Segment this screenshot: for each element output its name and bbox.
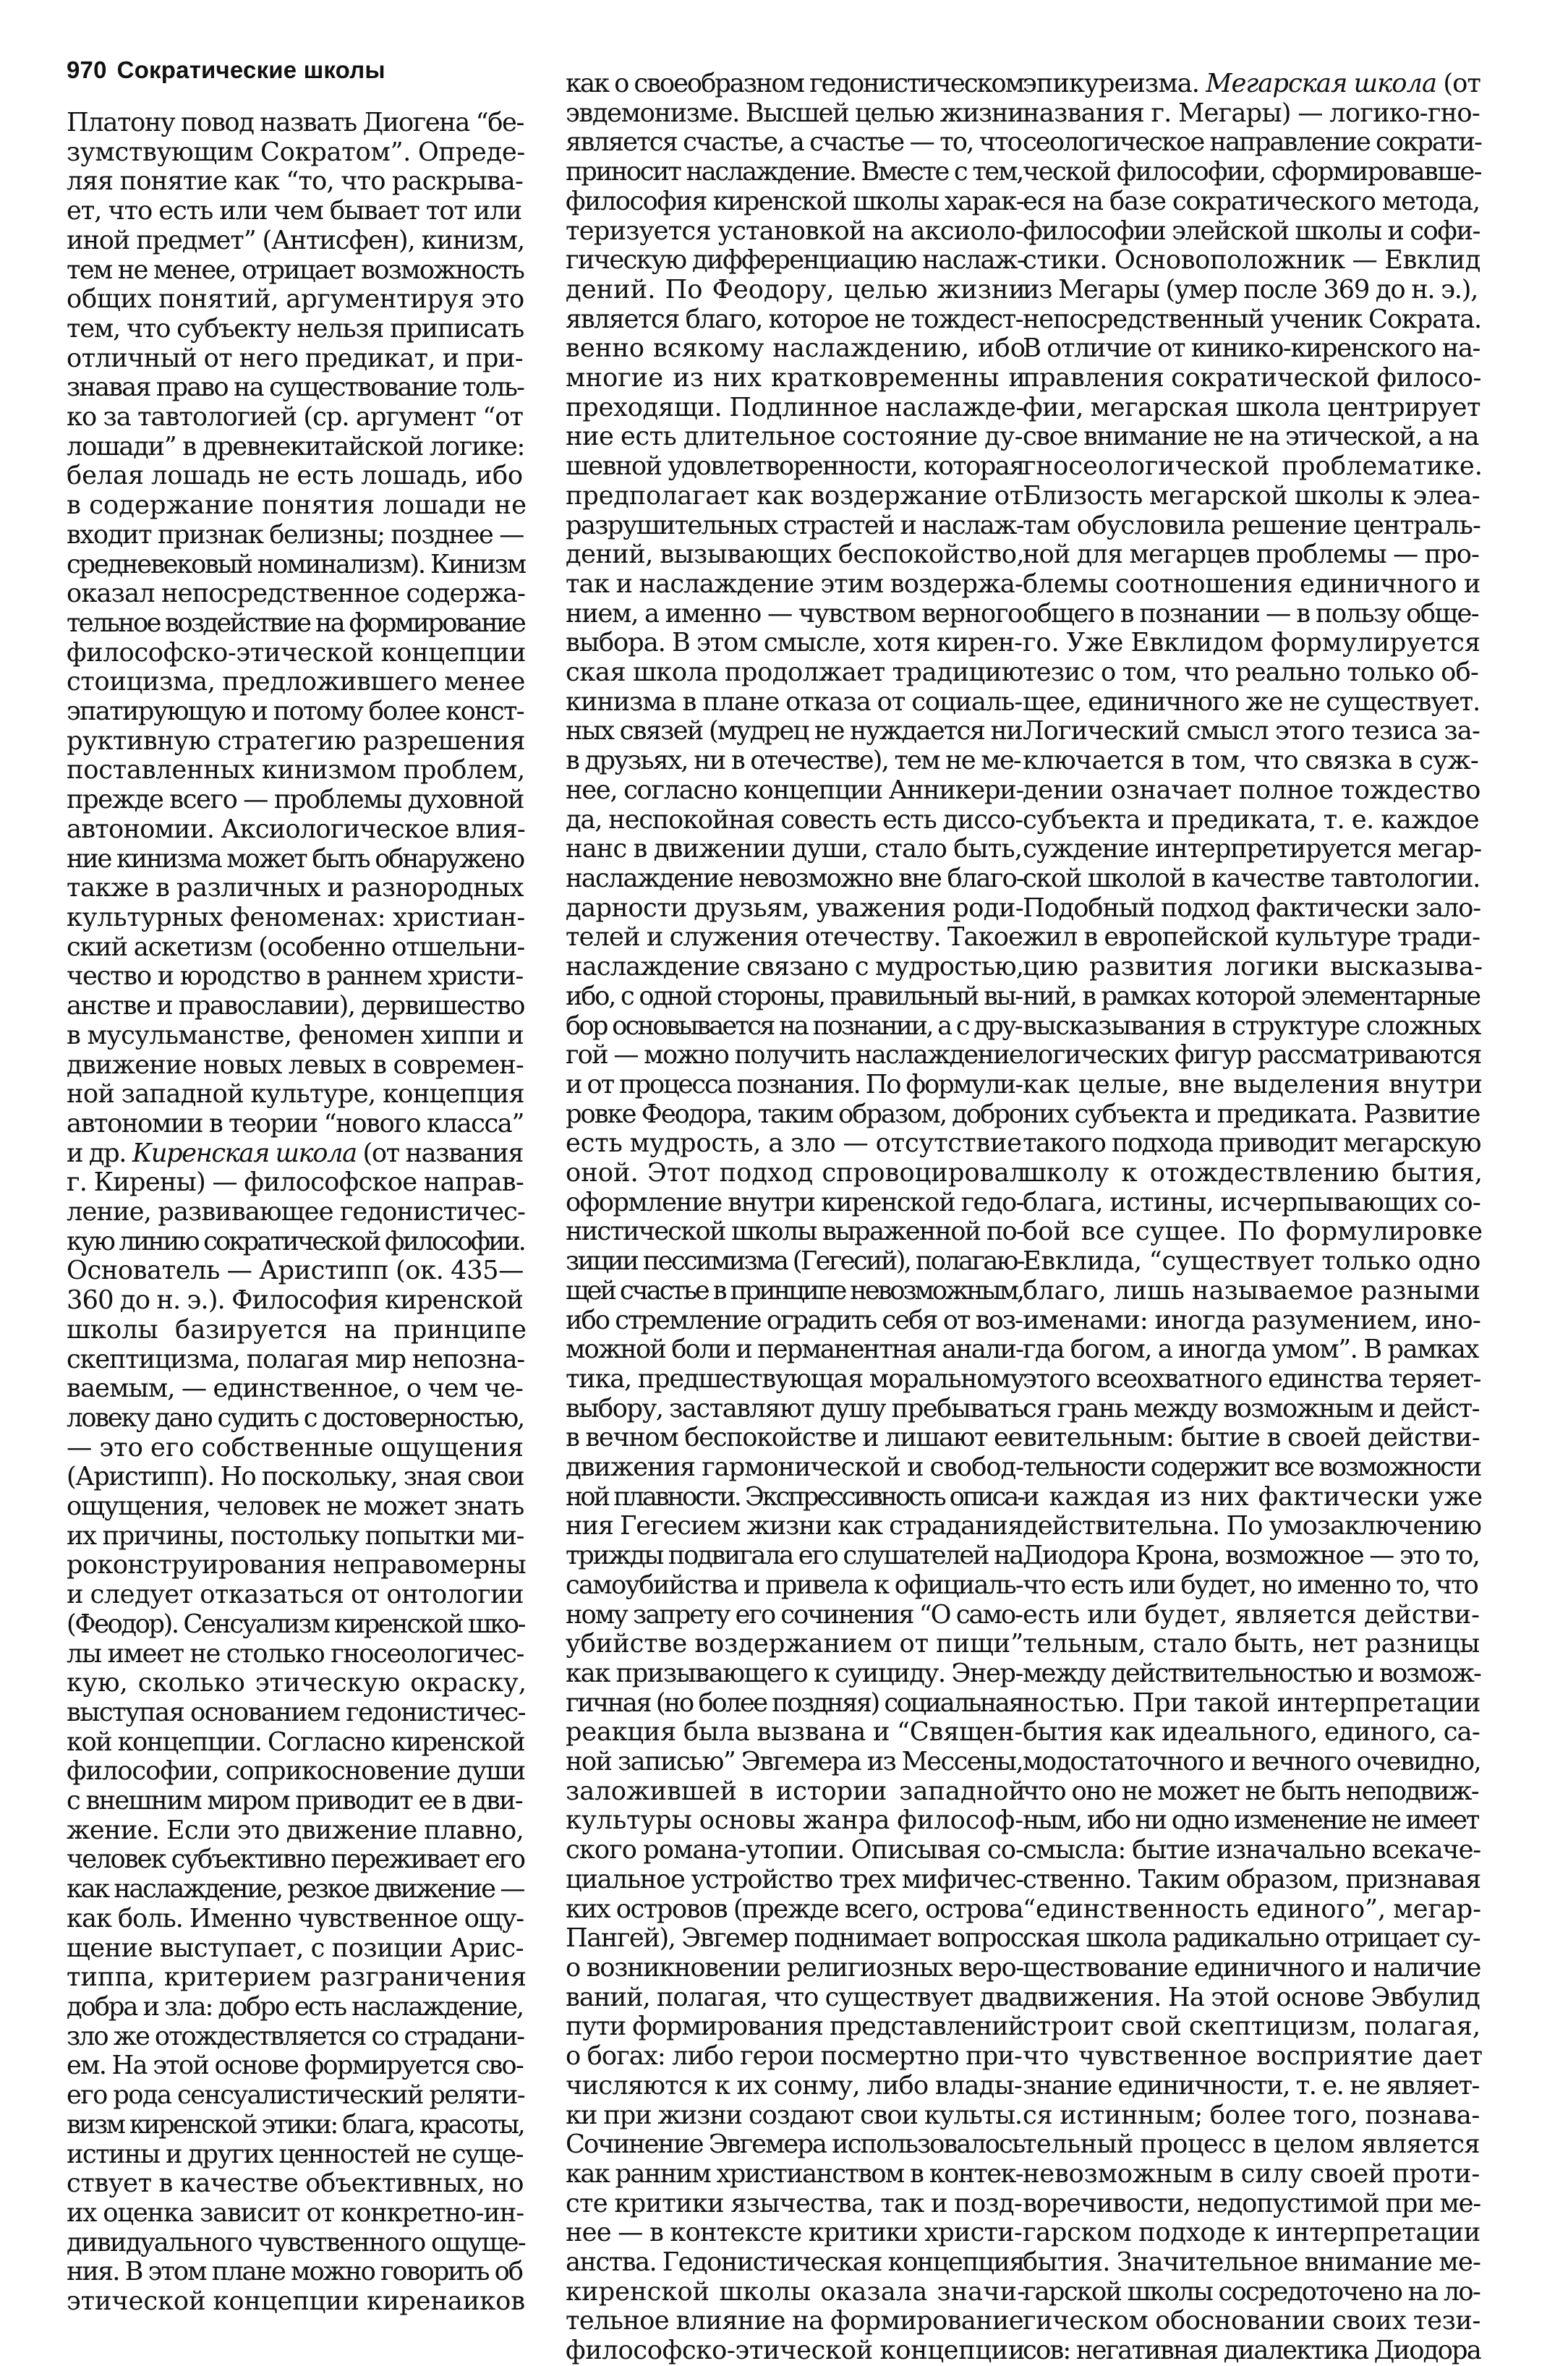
text-line: ключается в том, что связка в суж-: [1023, 746, 1478, 776]
text-line: в мусульманстве, феномен хиппи и: [67, 1020, 524, 1050]
text-line: тельное воздействие на формирование: [67, 608, 524, 638]
text-line: кую линию сократической философии.: [67, 1226, 524, 1256]
text-line: гой — можно получить наслаждение: [566, 1040, 1023, 1071]
text-line: о возникновении религиозных веро-: [566, 1953, 1023, 1983]
text-column-left: [67, 108, 527, 2317]
text-line: есть или будет, является действи-: [1023, 1599, 1480, 1630]
text-line: (Аристипп). Но поскольку, зная свои: [67, 1462, 524, 1492]
text-line: преходящи. Подлинное наслажде-: [566, 392, 1024, 422]
text-line: заложившей в истории западной: [566, 1776, 1026, 1806]
text-line: философско-этической концепции: [566, 2336, 1025, 2366]
text-line: свое внимание не на этической, а на: [1023, 422, 1478, 452]
text-line: сов: негативная диалектика Диодора: [1023, 2336, 1480, 2366]
text-line: отличный от него предикат, и при-: [67, 343, 523, 373]
text-line: общих понятий, аргументируя это: [67, 284, 524, 315]
text-line: его рода сенсуалистический реляти-: [67, 2080, 524, 2111]
text-line: автономии. Аксиологическое влия-: [67, 814, 525, 844]
text-line: роконструирования неправомерны: [67, 1550, 527, 1580]
text-line: ся грань между возможным и дейст-: [1023, 1393, 1479, 1424]
running-title: Сократические школы: [116, 56, 385, 83]
text-line: лы имеет не столько гносеологичес-: [67, 1638, 524, 1669]
text-line: философии, соприкосновение души: [67, 1756, 525, 1787]
text-line: блага, истины, исчерпывающих со-: [1023, 1187, 1480, 1217]
text-line: ных связей (мудрец не нуждается ни: [566, 716, 1022, 746]
text-line: да, неспокойная совесть есть диссо-: [566, 804, 1023, 835]
text-line: бор основывается на познании, а с дру-: [566, 1010, 1021, 1041]
text-line: предполагает как воздержание от: [566, 480, 1023, 511]
text-line: как о своеобразном гедонистическом: [566, 69, 1023, 98]
text-line: наслаждение невозможно вне благо-: [566, 863, 1023, 893]
text-line: ся истинным; более того, познава-: [1023, 2100, 1480, 2130]
text-line: знание единичности, т. е. не являет-: [1023, 2070, 1479, 2101]
text-line: г. Кирены) — философское направ-: [67, 1167, 524, 1198]
text-line: ощущения, человек не может знать: [67, 1491, 524, 1522]
text-line: “единственность единого”, мегар-: [1023, 1894, 1481, 1924]
text-line: высказывания в структуре сложных: [1023, 1010, 1480, 1041]
text-line: ем. На этой основе формируется сво-: [67, 2051, 523, 2081]
text-line: гда богом, а иногда умом”. В рамках: [1023, 1335, 1479, 1365]
text-line: наслаждение связано с мудростью,: [566, 952, 1023, 982]
text-line: есть мудрость, а зло — отсутствие: [566, 1128, 1022, 1159]
text-line: цию развития логики высказыва-: [1023, 952, 1483, 982]
text-line: что чувственное восприятие дает: [1023, 2041, 1483, 2072]
text-line: ний, в рамках которой элементарные: [1023, 981, 1480, 1011]
text-line: гическую дифференциацию наслаж-: [566, 245, 1024, 276]
text-line: них субъекта и предиката. Развитие: [1023, 1099, 1480, 1129]
text-line: гичная (но более поздняя) социальная: [566, 1688, 1023, 1718]
text-line: гарском подходе к интерпретации: [1023, 2218, 1480, 2248]
text-line: бой все сущее. По формулировке: [1023, 1217, 1483, 1247]
text-line: ская школа радикально отрицает су-: [1023, 1923, 1480, 1954]
text-line: вительным: бытие в своей действи-: [1023, 1423, 1480, 1453]
text-line: субъекта и предиката, т. е. каждое: [1023, 804, 1479, 835]
text-line: анстве и православии), дервишество: [67, 991, 524, 1021]
text-line: ществование единичного и наличие: [1023, 1953, 1480, 1983]
text-line: ких островов (прежде всего, острова: [566, 1894, 1023, 1924]
text-line: ет, что есть или чем бывает тот или: [67, 196, 521, 226]
text-line: дарности друзьям, уважения роди-: [566, 893, 1023, 923]
text-line: приносит наслаждение. Вместе с тем,: [566, 157, 1023, 187]
text-line: философии элейской школы и софи-: [1023, 216, 1480, 246]
text-line: тезис о том, что реально только об-: [1023, 658, 1478, 688]
text-line: прежде всего — проблемы духовной: [67, 785, 524, 815]
text-line: культурных феноменах: христиан-: [67, 902, 525, 932]
text-line: средневековый номинализм). Кинизм: [67, 549, 525, 579]
text-line: нанс в движении души, стало быть,: [566, 834, 1022, 864]
text-line: ному запрету его сочинения “О само-: [566, 1599, 1022, 1630]
text-line: реакция была вызвана и “Священ-: [566, 1717, 1023, 1748]
text-line: школы базируется на принципе: [67, 1314, 527, 1345]
text-line: сеологическое направление сократи-: [1023, 127, 1481, 158]
text-line: Диодора Крона, возможное — это то,: [1023, 1541, 1479, 1571]
text-line: воречивости, недопустимой при ме-: [1023, 2188, 1480, 2218]
text-line: стики. Основоположник — Евклид: [1023, 245, 1480, 276]
text-line: и следует отказаться от онтологии: [67, 1580, 524, 1610]
text-line: числяются к их сонму, либо влады-: [566, 2070, 1022, 2101]
text-line: гическом обосновании своих тези-: [1023, 2306, 1480, 2336]
text-line: ловеку дано судить с достоверностью,: [67, 1403, 524, 1433]
text-line: выбора. В этом смысле, хотя кирен-: [566, 628, 1022, 658]
text-line: ной плавности. Экспрессивность описа-: [566, 1481, 1023, 1512]
text-line: разрушительных страстей и наслаж-: [566, 510, 1023, 540]
text-line: ние есть длительное состояние ду-: [566, 422, 1023, 452]
text-line: ление, развивающее гедонистичес-: [67, 1197, 525, 1227]
text-line: скептицизма, полагая мир непозна-: [67, 1344, 524, 1374]
text-line: Основатель — Аристипп (ок. 435—: [67, 1256, 524, 1286]
text-line: теризуется установкой на аксиоло-: [566, 216, 1023, 246]
text-line: философско-этической концепции: [67, 637, 526, 668]
text-line: киренской школы оказала значи-: [566, 2276, 1026, 2307]
text-line: Логический смысл этого тезиса за-: [1023, 716, 1480, 746]
page-number: 970: [67, 56, 107, 83]
text-line: кой концепции. Согласно киренской: [67, 1727, 524, 1757]
text-line: их оценка зависит от конкретно-ин-: [67, 2197, 524, 2228]
text-line: их причины, постольку попытки ми-: [67, 1520, 524, 1551]
text-line: ствует в качестве объективных, но: [67, 2169, 524, 2199]
text-line: тельный процесс в целом является: [1023, 2129, 1480, 2160]
text-line: ки при жизни создают свои культы.: [566, 2100, 1022, 2130]
text-line: тем, что субъекту нельзя приписать: [67, 313, 524, 344]
text-line: как призывающего к суициду. Энер-: [566, 1658, 1023, 1688]
text-line: действительна. По умозаключению: [1023, 1511, 1481, 1541]
text-line: между действительностью и возмож-: [1023, 1658, 1480, 1688]
text-line: венно всякому наслаждению, ибо: [566, 333, 1026, 364]
text-line: (Феодор). Сенсуализм киренской шко-: [67, 1609, 524, 1639]
text-line: блемы соотношения единичного и: [1023, 569, 1480, 599]
text-line: циальное устройство трех мифичес-: [566, 1864, 1023, 1894]
text-line: многие из них кратковременны и: [566, 363, 1026, 393]
text-line: движение новых левых в современ-: [67, 1050, 524, 1080]
text-line: из Мегары (умер после 369 до н. э.),: [1023, 274, 1478, 305]
text-line: благо, лишь называемое разными: [1023, 1275, 1480, 1306]
text-line: о богах: либо герои посмертно при-: [566, 2041, 1022, 2072]
text-line: типпа, критерием разграничения: [67, 1962, 527, 1993]
text-line: зиции пессимизма (Гегесий), полагаю-: [566, 1246, 1023, 1277]
text-line: сте критики язычества, так и позд-: [566, 2188, 1022, 2218]
text-line: стоицизма, предложившего менее: [67, 667, 525, 697]
text-line: ровке Феодора, таким образом, добро: [566, 1099, 1023, 1129]
text-line: ибо стремление оградить себя от воз-: [566, 1305, 1022, 1335]
text-line: дивидуального чувственного ощуще-: [67, 2227, 525, 2258]
text-line: бытия как идеального, единого, са-: [1023, 1717, 1480, 1748]
text-line: зло же отождествляется со страдани-: [67, 2021, 524, 2051]
text-line: является счастье, а счастье — то, что: [566, 127, 1021, 158]
text-line: Близость мегарской школы к элеа-: [1023, 480, 1480, 511]
text-line: ственно. Таким образом, признавая: [1023, 1864, 1480, 1894]
text-line: эвдемонизме. Высшей целью жизни: [566, 98, 1023, 128]
text-line: самоубийства и привела к официаль-: [566, 1570, 1023, 1600]
text-line: лошади” в древнекитайской логике:: [67, 431, 524, 461]
text-line: и от процесса познания. По формули-: [566, 1069, 1022, 1099]
text-line: как боль. Именно чувственное ощу-: [67, 1903, 524, 1933]
text-line: белая лошадь не есть лошадь, ибо: [67, 461, 523, 491]
text-column-middle: [566, 69, 1026, 2366]
text-line: является благо, которое не тождест-: [566, 304, 1023, 334]
running-header: [67, 56, 385, 84]
text-line: Подобный подход фактически зало-: [1023, 893, 1480, 923]
text-line: ского романа-утопии. Описывая со-: [566, 1835, 1023, 1865]
text-line: анства. Гедонистическая концепция: [566, 2247, 1024, 2278]
text-line: философия киренской школы харак-: [566, 186, 1023, 216]
text-line: оформление внутри киренской гедо-: [566, 1187, 1023, 1217]
text-line: трижды подвигала его слушателей на: [566, 1541, 1023, 1571]
text-line: в вечном беспокойстве и лишают ее: [566, 1423, 1022, 1453]
text-line: непосредственный ученик Сократа.: [1023, 304, 1481, 334]
text-line: кую, сколько этическую окраску,: [67, 1668, 527, 1698]
text-line: телей и служения отечеству. Такое: [566, 922, 1023, 953]
text-line: ния Гегесием жизни как страдания: [566, 1511, 1023, 1541]
text-line: тельным, стало быть, нет разницы: [1023, 1629, 1480, 1659]
text-line: ной для мегарцев проблемы — про-: [1023, 540, 1479, 570]
text-line: оказал непосредственное содержа-: [67, 579, 525, 609]
text-line: оной. Этот подход спровоцировал: [566, 1158, 1026, 1188]
text-line: тельное влияние на формирование: [566, 2306, 1023, 2336]
text-line: с внешним миром приводит ее в дви-: [67, 1786, 522, 1816]
text-line: ляя понятие как “то, что раскрыва-: [67, 166, 523, 197]
text-line: эпатирующую и потому более конст-: [67, 697, 524, 727]
text-line: культуры основы жанра философ-: [566, 1805, 1023, 1836]
text-line: ной западной культуре, концепция: [67, 1079, 524, 1110]
text-line: нее — в контексте критики христи-: [566, 2218, 1022, 2248]
text-line: дений. По Феодору, целью жизни: [566, 274, 1026, 305]
text-line: что оно не может не быть неподвиж-: [1023, 1776, 1478, 1806]
text-line: и др. Киренская школа (от названия: [67, 1138, 524, 1168]
text-line: как наслаждение, резкое движение —: [67, 1874, 524, 1905]
text-line: иной предмет” (Антисфен), кинизм,: [67, 225, 524, 255]
text-line: и каждая из них фактически уже: [1023, 1481, 1483, 1512]
text-line: нием, а именно — чувством верного: [566, 598, 1022, 629]
text-column-right: [1023, 69, 1483, 2366]
text-line: названия г. Мегары) — логико-гно-: [1023, 98, 1480, 128]
text-line: ния. В этом плане можно говорить об: [67, 2257, 522, 2287]
text-line: ская школа продолжает традицию: [566, 658, 1023, 688]
text-line: 360 до н. э.). Философия киренской: [67, 1285, 523, 1316]
text-line: ский аскетизм (особенно отшельни-: [67, 932, 524, 962]
text-line: этической концепции киренаиков: [67, 2286, 525, 2317]
text-line: эпикуреизма. Мегарская школа (от: [1023, 69, 1480, 98]
text-line: что есть или будет, но именно то, что: [1023, 1570, 1478, 1600]
text-line: зумствующим Сократом”. Опреде-: [67, 137, 525, 167]
text-line: этого всеохватного единства теряет-: [1023, 1363, 1480, 1394]
text-line: истины и других ценностей не суще-: [67, 2139, 523, 2169]
text-line: ние кинизма может быть обнаружено: [67, 843, 524, 874]
text-line: В отличие от кинико-киренского на-: [1023, 333, 1480, 364]
text-line: пути формирования представлений: [566, 2012, 1024, 2042]
text-line: фии, мегарская школа центрирует: [1023, 392, 1480, 422]
text-line: кинизма в плане отказа от социаль-: [566, 686, 1022, 717]
text-line: в друзьях, ни в отечестве), тем не ме-: [566, 746, 1021, 776]
text-line: выбору, заставляют душу пребывать: [566, 1393, 1023, 1424]
text-line: еся на базе сократического метода,: [1023, 186, 1480, 216]
text-line: Пангей), Эвгемер поднимает вопрос: [566, 1923, 1023, 1954]
text-line: выступая основанием гедонистичес-: [67, 1697, 525, 1727]
text-line: убийстве воздержанием от пищи”: [566, 1629, 1023, 1659]
text-line: ваемым, — единственное, о чем че-: [67, 1374, 523, 1404]
text-line: модостаточного и вечного очевидно,: [1023, 1747, 1480, 1777]
text-line: добра и зла: добро есть наслаждение,: [67, 1992, 523, 2022]
text-line: там обусловила решение централь-: [1023, 510, 1480, 540]
text-line: шевной удовлетворенности, которая: [566, 451, 1024, 482]
text-line: движения. На этой основе Эвбулид: [1023, 1982, 1480, 2012]
text-line: дений, вызывающих беспокойство,: [566, 540, 1024, 570]
text-line: чество и юродство в раннем христи-: [67, 961, 523, 992]
text-line: тем не менее, отрицает возможность: [67, 255, 524, 285]
text-line: тельности содержит все возможности: [1023, 1452, 1480, 1483]
text-line: визм киренской этики: блага, красоты,: [67, 2109, 524, 2140]
text-line: правления сократической филосо-: [1023, 363, 1481, 393]
text-line: дении означает полное тождество: [1023, 775, 1480, 805]
text-line: ко за тавтологией (ср. аргумент “от: [67, 402, 523, 433]
text-line: строит свой скептицизм, полагая,: [1023, 2012, 1480, 2042]
text-line: гарской школы сосредоточено на ло-: [1023, 2276, 1480, 2307]
text-line: именами: иногда разумением, ино-: [1023, 1305, 1480, 1335]
text-line: жение. Если это движение плавно,: [67, 1815, 524, 1845]
text-line: жил в европейской культуре тради-: [1023, 922, 1480, 953]
text-line: щей счастье в принципе невозможным,: [566, 1275, 1023, 1306]
text-line: знавая право на существование толь-: [67, 373, 524, 403]
text-line: также в различных и разнородных: [67, 873, 524, 903]
text-line: движения гармонической и свобод-: [566, 1452, 1023, 1483]
text-line: — это его собственные ощущения: [67, 1432, 524, 1463]
text-line: логических фигур рассматриваются: [1023, 1040, 1481, 1071]
text-line: щее, единичного же не существует.: [1023, 686, 1480, 717]
text-line: ской школой в качестве тавтологии.: [1023, 863, 1480, 893]
text-line: ным, ибо ни одно изменение не имеет: [1023, 1805, 1478, 1836]
text-line: как ранним христианством в контек-: [566, 2158, 1023, 2189]
text-line: поставленных кинизмом проблем,: [67, 755, 525, 786]
text-line: нее, согласно концепции Анникери-: [566, 775, 1023, 805]
text-line: руктивную стратегию разрешения: [67, 725, 525, 756]
text-line: человек субъективно переживает его: [67, 1844, 524, 1875]
text-line: Евклида, “существует только одно: [1023, 1246, 1480, 1277]
text-line: щение выступает, с позиции Арис-: [67, 1933, 524, 1963]
text-line: общего в познании — в пользу обще-: [1023, 598, 1478, 629]
text-line: гносеологической проблематике.: [1023, 451, 1483, 482]
text-line: смысла: бытие изначально всекаче-: [1023, 1835, 1480, 1865]
text-line: ностью. При такой интерпретации: [1023, 1688, 1480, 1718]
text-line: суждение интерпретируется мегар-: [1023, 834, 1481, 864]
text-line: Сочинение Эвгемера использовалось: [566, 2129, 1024, 2160]
text-line: ибо, с одной стороны, правильный вы-: [566, 981, 1022, 1011]
text-line: такого подхода приводит мегарскую: [1023, 1128, 1480, 1159]
text-line: так и наслаждение этим воздержа-: [566, 569, 1023, 599]
text-line: нистической школы выраженной по-: [566, 1217, 1023, 1247]
text-line: го. Уже Евклидом формулируется: [1023, 628, 1480, 658]
text-line: Платону повод назвать Диогена “бе-: [67, 108, 524, 137]
text-line: ваний, полагая, что существует два: [566, 1982, 1023, 2012]
text-line: бытия. Значительное внимание ме-: [1023, 2247, 1480, 2278]
text-line: невозможным в силу своей проти-: [1023, 2158, 1480, 2189]
text-line: можной боли и перманентная анали-: [566, 1335, 1023, 1365]
text-line: входит признак белизны; позднее —: [67, 519, 524, 550]
text-line: как целые, вне выделения внутри: [1023, 1069, 1483, 1099]
text-line: ной записью” Эвгемера из Мессены,: [566, 1747, 1023, 1777]
text-line: ческой философии, сформировавше-: [1023, 157, 1481, 187]
text-line: в содержание понятия лошади не: [67, 490, 527, 521]
text-line: школу к отождествлению бытия,: [1023, 1158, 1483, 1188]
text-line: автономии в теории “нового класса”: [67, 1108, 524, 1139]
text-line: тика, предшествующая моральному: [566, 1363, 1024, 1394]
